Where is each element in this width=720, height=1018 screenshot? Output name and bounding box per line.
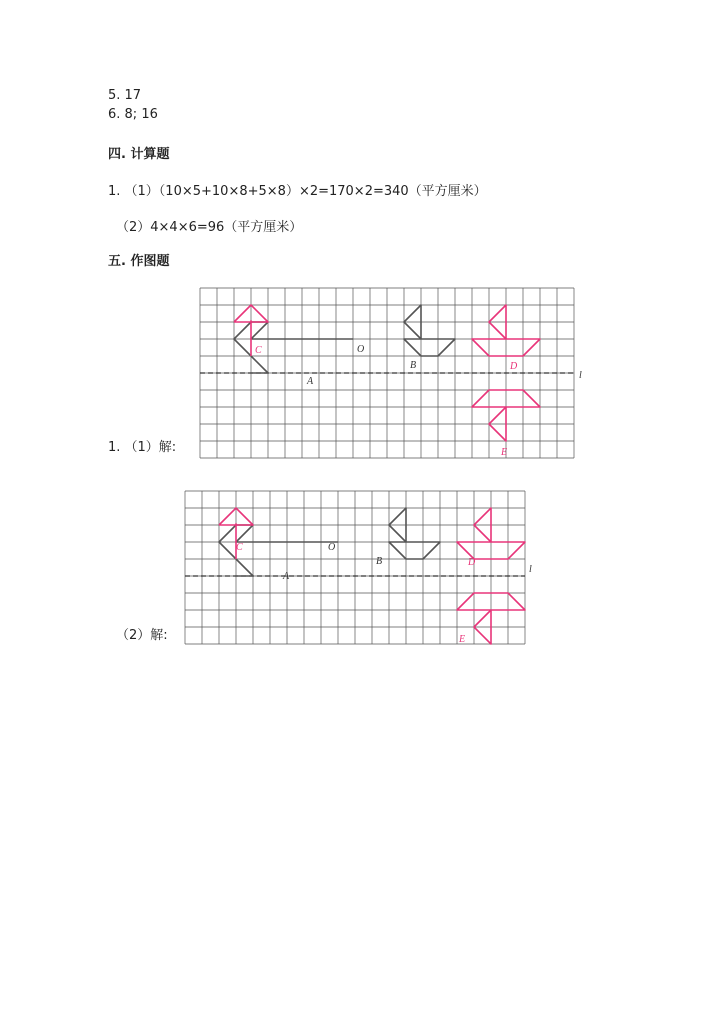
- figure-1: [199, 287, 594, 462]
- label-D: D: [468, 557, 476, 568]
- label-A: A: [307, 376, 314, 387]
- label-O: O: [328, 542, 336, 553]
- label-l: l: [579, 370, 582, 381]
- figure-1-caption: 1. （1）解:: [108, 440, 177, 455]
- label-D: D: [510, 361, 518, 372]
- label-O: O: [357, 344, 365, 355]
- section-4-heading: 四. 计算题: [108, 147, 170, 162]
- arrow-A: [234, 322, 353, 373]
- q1-part1-answer: 1. （1）（10×5+10×8+5×8）×2=170×2=340（平方厘米）: [108, 184, 487, 199]
- label-B: B: [376, 556, 383, 567]
- label-A: A: [283, 571, 290, 582]
- section-5-heading: 五. 作图题: [108, 254, 170, 269]
- figure-2-caption: （2）解:: [116, 628, 168, 643]
- boat-B-hull: [404, 339, 455, 356]
- answer-6: 6. 8; 16: [108, 107, 158, 122]
- label-l: l: [529, 564, 532, 575]
- figure-2: [184, 490, 544, 648]
- label-C: C: [255, 345, 262, 356]
- label-B: B: [410, 360, 417, 371]
- label-E: E: [459, 634, 466, 645]
- boat-B-hull: [389, 542, 440, 559]
- answer-5: 5. 17: [108, 88, 142, 103]
- label-E: E: [501, 447, 508, 458]
- label-C: C: [236, 542, 243, 553]
- q1-part2-answer: （2）4×4×6=96（平方厘米）: [116, 220, 303, 235]
